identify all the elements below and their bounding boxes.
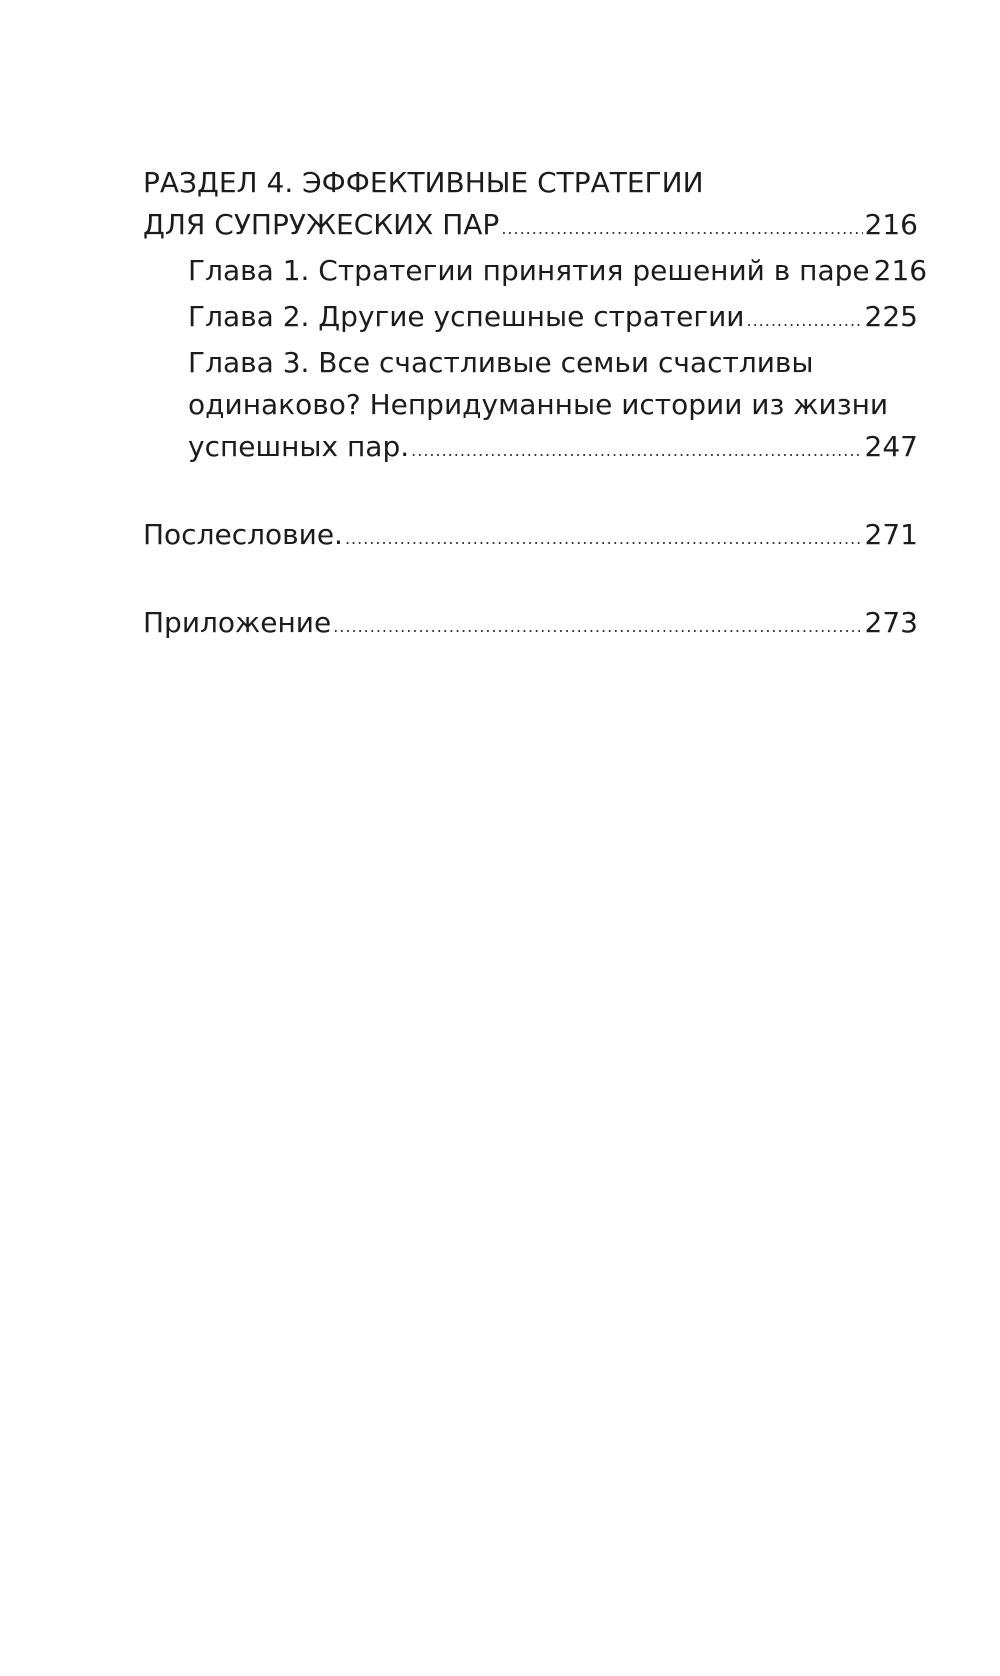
dot-leader (333, 606, 862, 648)
dot-leader (501, 208, 862, 250)
section-title-line-2: ДЛЯ СУПРУЖЕСКИХ ПАР (143, 208, 500, 241)
toc-appendix (143, 602, 918, 648)
chapter-page-number: 216 (873, 254, 928, 287)
chapter-title: Глава 2. Другие успешные стратегии (188, 300, 745, 333)
section-title-row (143, 204, 918, 250)
toc-chapter-3 (143, 342, 918, 472)
chapter-title-line-1: Глава 3. Все счастливые семьи счастливы (188, 346, 814, 379)
chapter-title-line-3: успешных пар. (188, 430, 410, 463)
toc-afterword (143, 514, 918, 560)
chapter-row (188, 296, 918, 342)
dot-leader (411, 430, 862, 472)
appendix-row (143, 602, 918, 648)
dot-leader (747, 300, 863, 342)
chapter-page-number: 247 (864, 430, 918, 463)
afterword-row (143, 514, 918, 560)
chapter-row (188, 250, 928, 296)
toc-chapter-2 (143, 296, 918, 342)
appendix-title: Приложение (143, 606, 332, 639)
section-title-line-1: РАЗДЕЛ 4. ЭФФЕКТИВНЫЕ СТРАТЕГИИ (143, 166, 704, 199)
chapter-title-line-2: одинаково? Непридуманные истории из жизни (188, 388, 889, 421)
appendix-page-number: 273 (864, 606, 918, 639)
chapter-title: Глава 1. Стратегии принятия решений в паре (188, 254, 870, 287)
toc-section-4 (143, 162, 918, 250)
chapter-page-number: 225 (864, 300, 918, 333)
afterword-title: Послесловие. (143, 518, 343, 551)
section-page-number: 216 (864, 208, 918, 241)
toc-chapter-1 (143, 250, 928, 296)
table-of-contents (143, 162, 928, 648)
chapter-row (188, 426, 918, 472)
afterword-page-number: 271 (864, 518, 918, 551)
dot-leader (345, 518, 863, 560)
